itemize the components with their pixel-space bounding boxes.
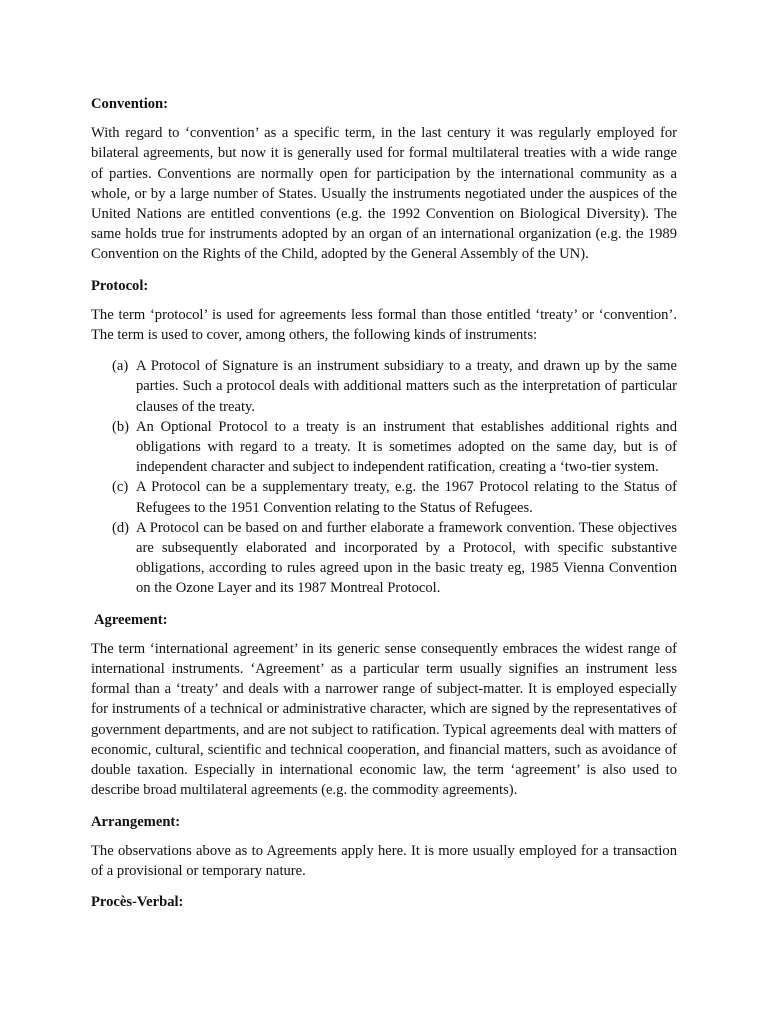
section-heading-protocol: Protocol:	[91, 277, 149, 294]
section-heading-proces-verbal: Procès-Verbal:	[91, 894, 184, 911]
list-item-text: A Protocol can be based on and further elaborate a framework convention. These objectives are subsequently elaborated and incorporated by a Protocol, with specific substantive obligations, according to rules agreed upon in the basic treaty eg, 1985 Vienna Convention on the Ozone Layer and its 1987 Montreal Protocol.	[136, 519, 677, 597]
list-item	[91, 417, 677, 478]
list-marker: (c)	[112, 479, 129, 496]
protocol-list	[91, 356, 677, 598]
agreement-paragraph: The term ‘international agreement’ in its generic sense consequently embraces the widest range of international instruments. ‘Agreement’ as a particular term usually signifies an instrument less formal than a ‘treaty’ and deals with a narrower range of subject-matter. It is employed especially for instruments of a technical or administrative character, which are signed by the representatives of government departments, and are not subject to ratification. Typical agreements deal with matters of economic, cultural, scientific and technical cooperation, and financial matters, such as avoidance of double taxation. Especially in international economic law, the term ‘agreement’ is also used to describe broad multilateral agreements (e.g. the commodity agreements).	[91, 640, 677, 799]
list-item-text: A Protocol can be a supplementary treaty, e.g. the 1967 Protocol relating to the Status of Refugees to the 1951 Convention relating to the Status of Refugees.	[136, 479, 677, 516]
list-marker: (a)	[112, 358, 129, 375]
section-heading-arrangement: Arrangement:	[91, 813, 181, 830]
list-marker: (b)	[112, 418, 130, 435]
list-item	[91, 518, 677, 599]
convention-paragraph: With regard to ‘convention’ as a specific term, in the last century it was regularly employed for bilateral agreements, but now it is generally used for formal multilateral treaties with a wide range of parties. Conventions are normally open for participation by the international community as a whole, or by a large number of States. Usually the instruments negotiated under the auspices of the United Nations are entitled conventions (e.g. the 1992 Convention on Biological Diversity). The same holds true for instruments adopted by an organ of an international organization (e.g. the 1989 Convention on the Rights of the Child, adopted by the General Assembly of the UN).	[91, 125, 677, 263]
section-heading-convention: Convention:	[91, 96, 169, 112]
document-page	[91, 94, 677, 921]
list-item-text: A Protocol of Signature is an instrument subsidiary to a treaty, and drawn up by the same parties. Such a protocol deals with additional matters such as the interpretation of particular clauses of the treaty.	[136, 358, 677, 415]
list-marker: (d)	[112, 519, 130, 536]
section-heading-agreement: Agreement:	[94, 611, 168, 628]
list-item	[91, 356, 677, 417]
arrangement-paragraph: The observations above as to Agreements apply here. It is more usually employed for a transaction of a provisional or temporary nature.	[91, 842, 677, 879]
list-item	[91, 477, 677, 517]
list-item-text: An Optional Protocol to a treaty is an instrument that establishes additional rights and obligations with regard to a treaty. It is sometimes adopted on the same day, but is of independent character and subject to independent ratification, creating a ‘two-tier system.	[136, 418, 677, 476]
protocol-paragraph: The term ‘protocol’ is used for agreements less formal than those entitled ‘treaty’ or ‘convention’. The term is used to cover, among others, the following kinds of instruments:	[91, 306, 677, 344]
